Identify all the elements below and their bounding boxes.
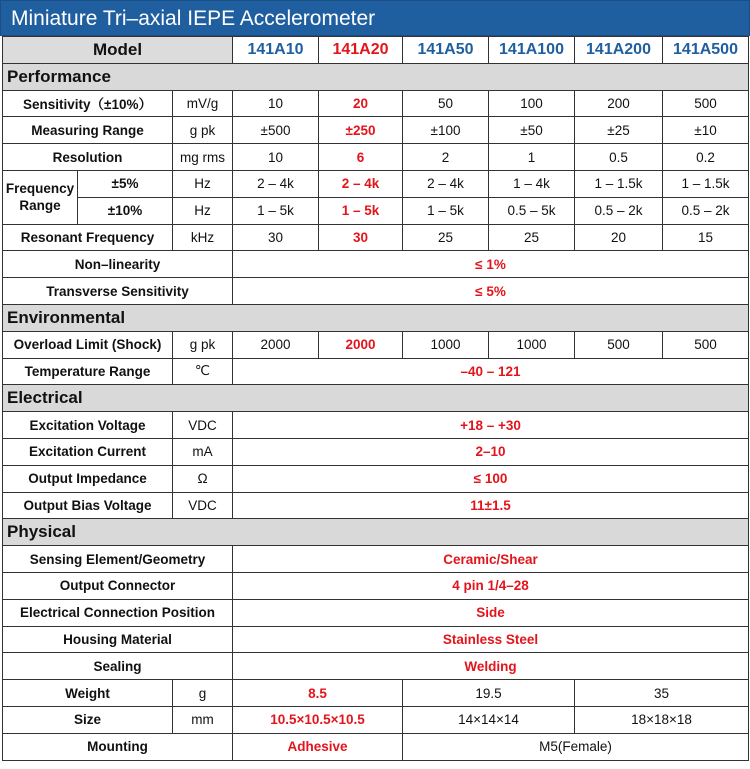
cell: Side [233,599,749,626]
model-141a50: 141A50 [403,37,489,64]
section-performance: Performance [3,63,749,90]
cell: 50 [403,90,489,117]
row-measuring-range [3,117,749,144]
model-header-row [3,37,749,64]
cell: 25 [489,224,575,251]
cell: 1 – 1.5k [663,170,749,197]
cell: 2 – 4k [233,170,319,197]
row-label: Measuring Range [3,117,173,144]
cell: 25 [403,224,489,251]
cell: +18 – +30 [233,412,749,439]
row-size [3,706,749,733]
cell: Adhesive [233,733,403,760]
row-frequency-range-5 [3,170,749,197]
row-label: Size [3,706,173,733]
cell: 0.5 [575,144,663,171]
row-unit: Ω [173,465,233,492]
cell: ≤ 1% [233,251,749,278]
row-unit: mg rms [173,144,233,171]
cell: Welding [233,653,749,680]
row-label: Sensing Element/Geometry [3,546,233,573]
cell: 15 [663,224,749,251]
model-141a20: 141A20 [319,37,403,64]
cell: ≤ 5% [233,278,749,305]
frequency-range-label [3,170,78,224]
model-label: Model [3,37,233,64]
section-physical: Physical [3,519,749,546]
row-unit: mA [173,438,233,465]
cell: 0.5 – 5k [489,197,575,224]
cell: 1000 [403,331,489,358]
cell: 35 [575,680,749,707]
spec-table [2,36,749,761]
cell: 1 – 5k [319,197,403,224]
cell: 6 [319,144,403,171]
cell: 500 [575,331,663,358]
cell: 30 [233,224,319,251]
row-label: Electrical Connection Position [3,599,233,626]
cell: 2–10 [233,438,749,465]
row-output-connector [3,572,749,599]
cell: 1 – 4k [489,170,575,197]
cell: 1000 [489,331,575,358]
row-label: Housing Material [3,626,233,653]
cell: 2 [403,144,489,171]
row-unit: ℃ [173,358,233,385]
cell: 2000 [319,331,403,358]
row-resolution [3,144,749,171]
row-label: Output Bias Voltage [3,492,173,519]
model-141a100: 141A100 [489,37,575,64]
cell: 500 [663,331,749,358]
cell: 200 [575,90,663,117]
row-temperature-range [3,358,749,385]
cell: 2000 [233,331,319,358]
page-title: Miniature Tri–axial IEPE Accelerometer [0,0,750,36]
row-unit: kHz [173,224,233,251]
cell: 0.5 – 2k [575,197,663,224]
cell: 0.2 [663,144,749,171]
cell: 30 [319,224,403,251]
cell: 10 [233,144,319,171]
cell: ±25 [575,117,663,144]
model-141a10: 141A10 [233,37,319,64]
cell: 11±1.5 [233,492,749,519]
row-non-linearity [3,251,749,278]
cell: ±500 [233,117,319,144]
cell: 1 – 5k [233,197,319,224]
section-electrical: Electrical [3,385,749,412]
row-label: Non–linearity [3,251,233,278]
row-label: Weight [3,680,173,707]
row-label: Output Impedance [3,465,173,492]
section-environmental: Environmental [3,304,749,331]
row-unit: g pk [173,331,233,358]
row-frequency-range-10 [3,197,749,224]
row-unit: g [173,680,233,707]
cell: 19.5 [403,680,575,707]
row-unit: Hz [173,197,233,224]
row-label: Excitation Voltage [3,412,173,439]
row-excitation-voltage [3,412,749,439]
cell: ±10 [663,117,749,144]
cell: 2 – 4k [403,170,489,197]
row-excitation-current [3,438,749,465]
cell: Stainless Steel [233,626,749,653]
row-label: Mounting [3,733,233,760]
model-141a500: 141A500 [663,37,749,64]
row-output-bias-voltage [3,492,749,519]
row-label: Overload Limit (Shock) [3,331,173,358]
cell: 18×18×18 [575,706,749,733]
cell: 1 – 5k [403,197,489,224]
row-sealing [3,653,749,680]
cell: 10.5×10.5×10.5 [233,706,403,733]
row-label: Excitation Current [3,438,173,465]
row-label: Resolution [3,144,173,171]
cell: ±100 [403,117,489,144]
row-unit: Hz [173,170,233,197]
row-label: Output Connector [3,572,233,599]
cell: 100 [489,90,575,117]
row-unit: VDC [173,492,233,519]
row-connection-position [3,599,749,626]
cell: M5(Female) [403,733,749,760]
cell: 1 [489,144,575,171]
row-unit: mV/g [173,90,233,117]
row-unit: mm [173,706,233,733]
row-label: Resonant Frequency [3,224,173,251]
row-overload-limit [3,331,749,358]
cell: 20 [319,90,403,117]
row-label: Sensitivity（±10%） [3,90,173,117]
cell: 1 – 1.5k [575,170,663,197]
cell: 8.5 [233,680,403,707]
cell: 2 – 4k [319,170,403,197]
row-unit: VDC [173,412,233,439]
row-transverse-sensitivity [3,278,749,305]
row-unit: g pk [173,117,233,144]
cell: 500 [663,90,749,117]
cell: ±250 [319,117,403,144]
row-resonant-frequency [3,224,749,251]
row-label: ±10% [78,197,173,224]
cell: 20 [575,224,663,251]
row-output-impedance [3,465,749,492]
cell: 10 [233,90,319,117]
cell: –40 – 121 [233,358,749,385]
row-mounting [3,733,749,760]
cell: 0.5 – 2k [663,197,749,224]
row-label: Transverse Sensitivity [3,278,233,305]
frequency-range-line2: Range [19,198,61,214]
frequency-range-line1: Frequency [5,181,75,197]
cell: ±50 [489,117,575,144]
row-housing-material [3,626,749,653]
cell: Ceramic/Shear [233,546,749,573]
cell: 14×14×14 [403,706,575,733]
cell: 4 pin 1/4–28 [233,572,749,599]
row-label: ±5% [78,170,173,197]
row-sensitivity [3,90,749,117]
row-label: Sealing [3,653,233,680]
model-141a200: 141A200 [575,37,663,64]
row-sensing-element [3,546,749,573]
cell: ≤ 100 [233,465,749,492]
row-label: Temperature Range [3,358,173,385]
row-weight [3,680,749,707]
